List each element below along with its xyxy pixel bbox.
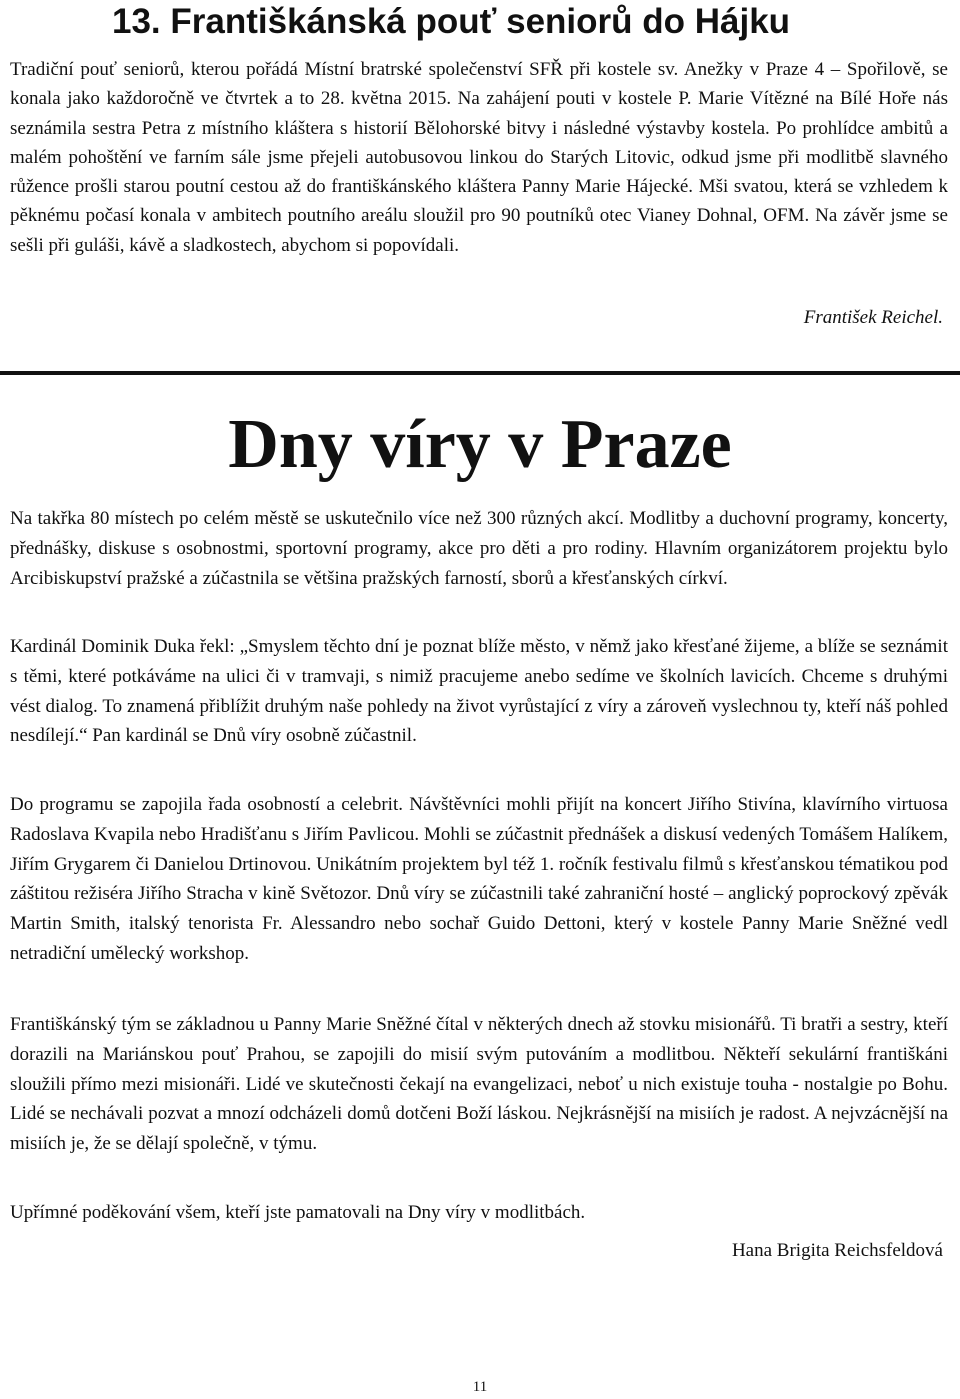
article-paragraph-1: Na takřka 80 místech po celém městě se uskutečnilo více než 300 různých akcí. Modlitby a duchovní programy, koncerty, přednášky, diskuse s osobnostmi, sportovní programy, akce pro děti a pro rodiny. Hlavním organizátorem projektu bylo Arcibiskupství pražské a zúčastnila se většina pražských farností, sborů a křesťanských církví. — [10, 508, 948, 589]
section-divider — [0, 371, 960, 375]
article-paragraph-2: Kardinál Dominik Duka řekl: „Smyslem těchto dní je poznat blíže město, v němž jako křesťané žijeme, a blíže se seznámit s těmi, které potkáváme na ulici či v tramvaji, s nimiž pracujeme anebo sedíme ve školních lavicích. Chceme s druhými vést dialog. To znamená přiblížit druhým naše pohledy na život vyrůstající z víry a zároveň vyslechnou ty, kteří náš pohled nesdílejí.“ Pan kardinál se Dnů víry osobně zúčastnil. — [10, 636, 948, 747]
article-paragraph-3: Do programu se zapojila řada osobností a celebrit. Návštěvníci mohli přijít na koncert Jiřího Stivína, klavírního virtuosa Radoslava Kvapila nebo Hradišťanu s Jiřím Pavlicou. Mohli se zúčastnit přednášek a diskusí vedených Tomášem Halíkem, Jiřím Grygarem či Danielou Drtinovou. Unikátním projektem byl též 1. ročník festivalu filmů s křesťanskou tématikou pod záštitou režiséra Jiřího Stracha v kině Světozor. Dnů víry se zúčastnili také zahraniční hosté – anglický poprockový zpěvák Martin Smith, italský tenorista Fr. Alessandro nebo sochař Guido Dettoni, který v kostele Panny Marie Sněžné vedl netradiční umělecký workshop. — [10, 794, 948, 964]
article-paragraph-4: Františkánský tým se základnou u Panny Marie Sněžné čítal v některých dnech až stovku misionářů. Ti bratři a sestry, kteří dorazili na Mariánskou pouť Prahou, se zapojili do misií svým putováním a modlitbou. Někteří sekulární františkáni sloužili přímo mezi misionáři. Lidé ve skutečnosti čekají na evangelizaci, neboť u nich existuje touha - nostalgie po Bohu. Lidé se nechávali pozvat a mnozí odcházeli domů dotčeni Boží láskou. Nejkrásnější na misiích je radost. A nejvzácnější na misiích je, že se dělají společně, v týmu. — [10, 1014, 948, 1155]
article-paragraph-pilgrimage: Tradiční pouť seniorů, kterou pořádá Místní bratrské společenství SFŘ při kostele sv. Anežky v Praze 4 – Spořilově, se konala jako každoročně ve čtvrtek a to 28. května 2015. Na zahájení pouti v kostele P. Marie Vítězné na Bílé Hoře nás seznámila sestra Petra z místního kláštera s historií Bělohorské bitvy i následné výstavby kostela. Po prohlídce ambitů a malém pohoštění ve farním sále jsme přejeli autobusovou linkou do Starých Litovic, odkud jsme při modlitbě slavného růžence prošli starou poutní cestou až do františkánského kláštera Panny Marie Hájecké. Mši svatou, která se vzhledem k pěknému počasí konala v ambitech poutního areálu sloužil pro 90 poutníků otec Vianey Dohnal, OFM. Na závěr jsme se sešli při guláši, kávě a sladkostech, abychom si popovídali. — [10, 59, 948, 256]
article-title-pilgrimage: 13. Františkánská pouť seniorů do Hájku — [112, 2, 791, 41]
article-title-dny-viry: Dny víry v Praze — [228, 406, 732, 483]
article-paragraph-5: Upřímné poděkování všem, kteří jste pamatovali na Dny víry v modlitbách. — [10, 1202, 586, 1223]
page-number: 11 — [472, 1379, 488, 1395]
author-signature-reichel: František Reichel. — [803, 307, 943, 328]
author-signature-reichsfeldova: Hana Brigita Reichsfeldová — [731, 1240, 943, 1261]
